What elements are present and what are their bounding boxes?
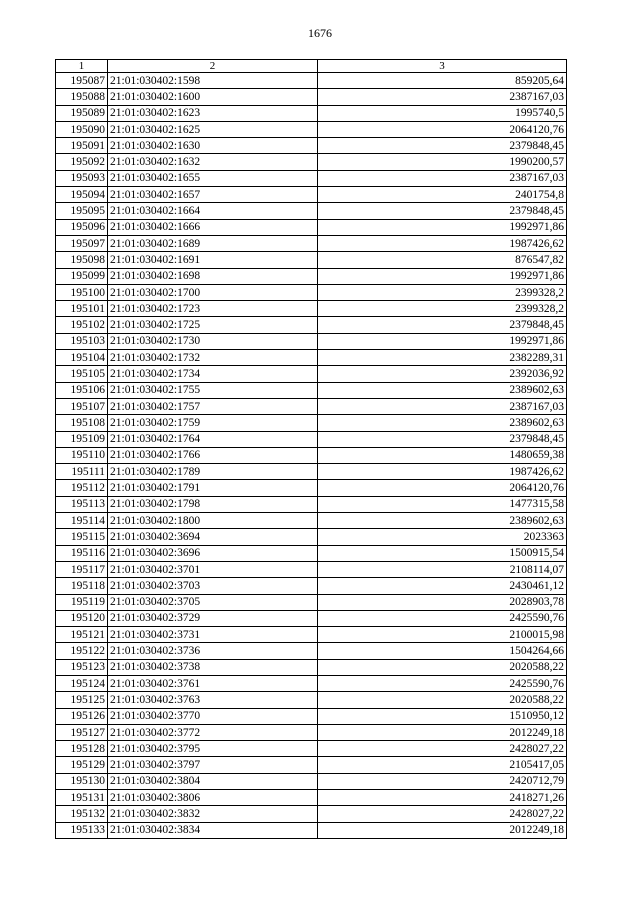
- table-row: [56, 724, 567, 740]
- cadastral-number-cell: 21:01:030402:1691: [108, 252, 318, 268]
- table-row: [56, 73, 567, 89]
- table-row: [56, 219, 567, 235]
- cadastral-number-cell: 21:01:030402:1632: [108, 154, 318, 170]
- column-header-3: 3: [318, 60, 567, 73]
- row-number-cell: 195104: [56, 350, 108, 366]
- column-header-2: 2: [108, 60, 318, 73]
- row-number-cell: 195100: [56, 284, 108, 300]
- table-row: [56, 741, 567, 757]
- row-number-cell: 195119: [56, 594, 108, 610]
- row-number-cell: 195121: [56, 627, 108, 643]
- cadastral-number-cell: 21:01:030402:1655: [108, 170, 318, 186]
- row-number-cell: 195111: [56, 464, 108, 480]
- cadastral-number-cell: 21:01:030402:1666: [108, 219, 318, 235]
- cadastral-number-cell: 21:01:030402:1759: [108, 415, 318, 431]
- value-cell: 2425590,76: [318, 675, 567, 691]
- value-cell: 2387167,03: [318, 89, 567, 105]
- table-row: [56, 431, 567, 447]
- row-number-cell: 195087: [56, 73, 108, 89]
- value-cell: 2401754,8: [318, 187, 567, 203]
- value-cell: 2430461,12: [318, 578, 567, 594]
- value-cell: 876547,82: [318, 252, 567, 268]
- cadastral-number-cell: 21:01:030402:1689: [108, 235, 318, 251]
- value-cell: 859205,64: [318, 73, 567, 89]
- value-cell: 2420712,79: [318, 773, 567, 789]
- cadastral-number-cell: 21:01:030402:1700: [108, 284, 318, 300]
- row-number-cell: 195125: [56, 692, 108, 708]
- cadastral-number-cell: 21:01:030402:1766: [108, 447, 318, 463]
- value-cell: 1504264,66: [318, 643, 567, 659]
- cadastral-number-cell: 21:01:030402:1664: [108, 203, 318, 219]
- value-cell: 2105417,05: [318, 757, 567, 773]
- table-row: [56, 154, 567, 170]
- table-row: [56, 447, 567, 463]
- value-cell: 1987426,62: [318, 464, 567, 480]
- row-number-cell: 195110: [56, 447, 108, 463]
- value-cell: 2387167,03: [318, 170, 567, 186]
- row-number-cell: 195114: [56, 513, 108, 529]
- table-row: [56, 610, 567, 626]
- row-number-cell: 195132: [56, 806, 108, 822]
- cadastral-number-cell: 21:01:030402:3797: [108, 757, 318, 773]
- value-cell: 2012249,18: [318, 724, 567, 740]
- row-number-cell: 195124: [56, 675, 108, 691]
- row-number-cell: 195117: [56, 561, 108, 577]
- cadastral-number-cell: 21:01:030402:3701: [108, 561, 318, 577]
- row-number-cell: 195094: [56, 187, 108, 203]
- cadastral-number-cell: 21:01:030402:3703: [108, 578, 318, 594]
- table-row: [56, 333, 567, 349]
- row-number-cell: 195093: [56, 170, 108, 186]
- value-cell: 1992971,86: [318, 268, 567, 284]
- table-row: [56, 692, 567, 708]
- value-cell: 2392036,92: [318, 366, 567, 382]
- column-header-1: 1: [56, 60, 108, 73]
- row-number-cell: 195097: [56, 235, 108, 251]
- value-cell: 2389602,63: [318, 513, 567, 529]
- table-row: [56, 822, 567, 838]
- cadastral-number-cell: 21:01:030402:1800: [108, 513, 318, 529]
- table-row: [56, 105, 567, 121]
- table-row: [56, 480, 567, 496]
- cadastral-number-cell: 21:01:030402:3736: [108, 643, 318, 659]
- cadastral-number-cell: 21:01:030402:3772: [108, 724, 318, 740]
- value-cell: 1510950,12: [318, 708, 567, 724]
- table-row: [56, 317, 567, 333]
- value-cell: 2379848,45: [318, 138, 567, 154]
- table-row: [56, 382, 567, 398]
- cadastral-number-cell: 21:01:030402:3761: [108, 675, 318, 691]
- value-cell: 2020588,22: [318, 659, 567, 675]
- row-number-cell: 195127: [56, 724, 108, 740]
- cadastral-number-cell: 21:01:030402:1798: [108, 496, 318, 512]
- value-cell: 2012249,18: [318, 822, 567, 838]
- table-row: [56, 284, 567, 300]
- row-number-cell: 195095: [56, 203, 108, 219]
- value-cell: 2028903,78: [318, 594, 567, 610]
- cadastral-number-cell: 21:01:030402:3694: [108, 529, 318, 545]
- table-row: [56, 187, 567, 203]
- table-row: [56, 529, 567, 545]
- table-row: [56, 643, 567, 659]
- value-cell: 2379848,45: [318, 317, 567, 333]
- value-cell: 1995740,5: [318, 105, 567, 121]
- table-row: [56, 545, 567, 561]
- row-number-cell: 195106: [56, 382, 108, 398]
- cadastral-number-cell: 21:01:030402:1623: [108, 105, 318, 121]
- table-row: [56, 513, 567, 529]
- table-row: [56, 301, 567, 317]
- table-row: [56, 790, 567, 806]
- row-number-cell: 195098: [56, 252, 108, 268]
- cadastral-number-cell: 21:01:030402:3795: [108, 741, 318, 757]
- cadastral-number-cell: 21:01:030402:3770: [108, 708, 318, 724]
- table-row: [56, 138, 567, 154]
- cadastral-number-cell: 21:01:030402:1630: [108, 138, 318, 154]
- cadastral-number-cell: 21:01:030402:1723: [108, 301, 318, 317]
- cadastral-number-cell: 21:01:030402:3806: [108, 790, 318, 806]
- value-cell: 2428027,22: [318, 741, 567, 757]
- cadastral-number-cell: 21:01:030402:1755: [108, 382, 318, 398]
- cadastral-number-cell: 21:01:030402:3763: [108, 692, 318, 708]
- row-number-cell: 195107: [56, 398, 108, 414]
- row-number-cell: 195092: [56, 154, 108, 170]
- row-number-cell: 195108: [56, 415, 108, 431]
- value-cell: 1480659,38: [318, 447, 567, 463]
- row-number-cell: 195120: [56, 610, 108, 626]
- table-row: [56, 496, 567, 512]
- cadastral-number-cell: 21:01:030402:1734: [108, 366, 318, 382]
- table-row: [56, 464, 567, 480]
- table-row: [56, 203, 567, 219]
- value-cell: 2399328,2: [318, 301, 567, 317]
- table-row: [56, 398, 567, 414]
- cadastral-number-cell: 21:01:030402:1600: [108, 89, 318, 105]
- cadastral-number-cell: 21:01:030402:3804: [108, 773, 318, 789]
- table-row: [56, 235, 567, 251]
- table-row: [56, 806, 567, 822]
- cadastral-number-cell: 21:01:030402:1757: [108, 398, 318, 414]
- value-cell: 2389602,63: [318, 382, 567, 398]
- cadastral-number-cell: 21:01:030402:3731: [108, 627, 318, 643]
- table-row: [56, 708, 567, 724]
- value-cell: 2023363: [318, 529, 567, 545]
- row-number-cell: 195101: [56, 301, 108, 317]
- value-cell: 2020588,22: [318, 692, 567, 708]
- row-number-cell: 195130: [56, 773, 108, 789]
- cadastral-number-cell: 21:01:030402:1698: [108, 268, 318, 284]
- table-row: [56, 561, 567, 577]
- row-number-cell: 195096: [56, 219, 108, 235]
- value-cell: 1990200,57: [318, 154, 567, 170]
- cadastral-number-cell: 21:01:030402:1789: [108, 464, 318, 480]
- cadastral-number-cell: 21:01:030402:1625: [108, 121, 318, 137]
- registry-table: [55, 59, 567, 839]
- value-cell: 2418271,26: [318, 790, 567, 806]
- row-number-cell: 195122: [56, 643, 108, 659]
- table-body: [56, 73, 567, 839]
- row-number-cell: 195090: [56, 121, 108, 137]
- row-number-cell: 195133: [56, 822, 108, 838]
- page-number: 1676: [308, 26, 332, 40]
- row-number-cell: 195123: [56, 659, 108, 675]
- value-cell: 1992971,86: [318, 219, 567, 235]
- cadastral-number-cell: 21:01:030402:1598: [108, 73, 318, 89]
- value-cell: 2399328,2: [318, 284, 567, 300]
- cadastral-number-cell: 21:01:030402:3738: [108, 659, 318, 675]
- table-row: [56, 594, 567, 610]
- value-cell: 2064120,76: [318, 480, 567, 496]
- value-cell: 2108114,07: [318, 561, 567, 577]
- value-cell: 2425590,76: [318, 610, 567, 626]
- table-row: [56, 350, 567, 366]
- cadastral-number-cell: 21:01:030402:1730: [108, 333, 318, 349]
- value-cell: 2382289,31: [318, 350, 567, 366]
- header-row: [56, 60, 567, 73]
- table-row: [56, 757, 567, 773]
- table-row: [56, 675, 567, 691]
- table-row: [56, 268, 567, 284]
- row-number-cell: 195109: [56, 431, 108, 447]
- row-number-cell: 195105: [56, 366, 108, 382]
- table-row: [56, 659, 567, 675]
- value-cell: 2389602,63: [318, 415, 567, 431]
- row-number-cell: 195102: [56, 317, 108, 333]
- value-cell: 2064120,76: [318, 121, 567, 137]
- cadastral-number-cell: 21:01:030402:3729: [108, 610, 318, 626]
- cadastral-number-cell: 21:01:030402:1764: [108, 431, 318, 447]
- row-number-cell: 195116: [56, 545, 108, 561]
- cadastral-number-cell: 21:01:030402:1732: [108, 350, 318, 366]
- value-cell: 1477315,58: [318, 496, 567, 512]
- table-row: [56, 578, 567, 594]
- value-cell: 1992971,86: [318, 333, 567, 349]
- cadastral-number-cell: 21:01:030402:3834: [108, 822, 318, 838]
- value-cell: 1987426,62: [318, 235, 567, 251]
- row-number-cell: 195115: [56, 529, 108, 545]
- row-number-cell: 195126: [56, 708, 108, 724]
- cadastral-number-cell: 21:01:030402:1725: [108, 317, 318, 333]
- cadastral-number-cell: 21:01:030402:3705: [108, 594, 318, 610]
- row-number-cell: 195112: [56, 480, 108, 496]
- row-number-cell: 195088: [56, 89, 108, 105]
- table-row: [56, 170, 567, 186]
- row-number-cell: 195118: [56, 578, 108, 594]
- table-row: [56, 773, 567, 789]
- value-cell: 2100015,98: [318, 627, 567, 643]
- row-number-cell: 195103: [56, 333, 108, 349]
- table-row: [56, 89, 567, 105]
- row-number-cell: 195129: [56, 757, 108, 773]
- row-number-cell: 195091: [56, 138, 108, 154]
- value-cell: 2387167,03: [318, 398, 567, 414]
- row-number-cell: 195089: [56, 105, 108, 121]
- row-number-cell: 195128: [56, 741, 108, 757]
- value-cell: 2379848,45: [318, 431, 567, 447]
- row-number-cell: 195099: [56, 268, 108, 284]
- table-row: [56, 252, 567, 268]
- cadastral-number-cell: 21:01:030402:1791: [108, 480, 318, 496]
- row-number-cell: 195131: [56, 790, 108, 806]
- value-cell: 1500915,54: [318, 545, 567, 561]
- value-cell: 2428027,22: [318, 806, 567, 822]
- table-row: [56, 627, 567, 643]
- table-row: [56, 366, 567, 382]
- cadastral-number-cell: 21:01:030402:3832: [108, 806, 318, 822]
- table-row: [56, 415, 567, 431]
- row-number-cell: 195113: [56, 496, 108, 512]
- cadastral-number-cell: 21:01:030402:3696: [108, 545, 318, 561]
- value-cell: 2379848,45: [318, 203, 567, 219]
- cadastral-number-cell: 21:01:030402:1657: [108, 187, 318, 203]
- table-row: [56, 121, 567, 137]
